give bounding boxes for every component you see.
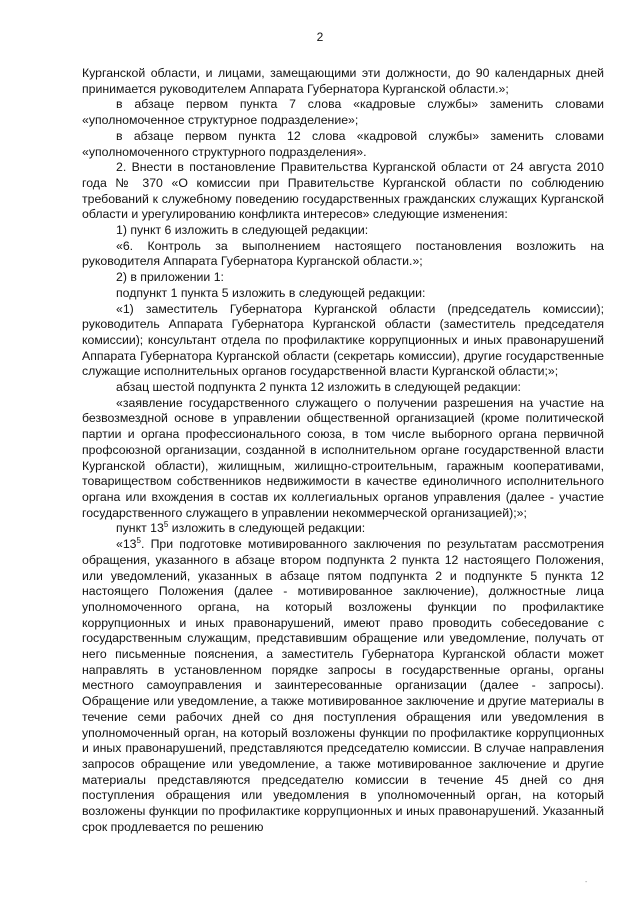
paragraph-point-6-text: «6. Контроль за выполнением настоящего постановления возложить на руководителя Аппарата Губернатора Курганской области.»; xyxy=(82,238,604,269)
clause-text-after: . При подготовке мотивированного заключения по результатам рассмотрения обращения, указанного в абзаце втором подпункта 2 пункта 12 настоящего Положения, или уведомлений, указанных в абзаце пятом подпункта 2 и подпункте 5 пункта 12 настоящего Положения (далее - мотивированное заключение), должностные лица уполномоченного органа, на который возложены функции по профилактике коррупционных и иных правонарушений, имеют право проводить собеседование с государственным служащим, представившим обращение или уведомление, получать от него письменные пояснения, а заместитель Губернатора Курганской области может направлять в установленном порядке запросы в государственные органы, органы местного самоуправления и заинтересованные организации (далее - запросы). Обращение или уведомление, а также мотивированное заключение и другие материалы в течение семи рабочих дней со дня поступления обращения или уведомления в уполномоченный орган, на который возложены функции по профилактике коррупционных и иных правонарушений, представляются председателю комиссии. В случае направления запросов обращение или уведомление, а также мотивированное заключение и другие материалы представляются председателю комиссии в течение 45 дней со дня поступления обращения или уведомления в уполномоченный орган, на который возложены функции по профилактике коррупционных и иных правонарушений. Указанный срок продлевается по решению xyxy=(82,537,604,834)
paragraph-item-2: 2) в приложении 1: xyxy=(116,270,224,285)
clause-header-superscript: 5 xyxy=(163,520,169,530)
paragraph-commission-members: «1) заместитель Губернатора Курганской области (председатель комиссии); руководитель Аппарата Губернатора Курганской области (заместитель председателя комиссии); консультант отдела по профилактике коррупционных и иных правонарушений Аппарата Губернатора Курганской области (секретарь комиссии), другие государственные служащие исполнительных органов государственной власти Курганской области;»; xyxy=(82,301,604,379)
paragraph-subpoint-header: подпункт 1 пункта 5 изложить в следующей редакции: xyxy=(116,285,426,300)
paragraph-continuation: Курганской области, и лицами, замещающими эти должности, до 90 календарных дней принимается руководителем Аппарата Губернатора Курганской области.»; xyxy=(82,66,604,96)
paragraph-clause-13-5-text xyxy=(82,537,604,835)
clause-header-before: пункт 13 xyxy=(116,521,164,536)
document-body xyxy=(82,66,604,835)
paragraph-amend-point-7: в абзаце первом пункта 7 слова «кадровые службы» заменить словами «уполномоченное структурное подразделение»; xyxy=(82,97,604,128)
paragraph-item-1: 1) пункт 6 изложить в следующей редакции: xyxy=(116,223,369,238)
clause-text-superscript: 5 xyxy=(136,536,141,546)
paragraph-section-2: 2. Внести в постановление Правительства Курганской области от 24 августа 2010 года № 370 «О комиссии при Правительстве Курганской области по соблюдению требований к служебному поведению государственных гражданских служащих Курганской области и урегулированию конфликта интересов» следующие изменения: xyxy=(82,160,604,222)
clause-header-after: изложить в следующей редакции: xyxy=(168,521,366,536)
paragraph-amend-point-12: в абзаце первом пункта 12 слова «кадровой службы» заменить словами «уполномоченного структурного подразделения». xyxy=(82,128,604,159)
page-number: 2 xyxy=(316,30,324,44)
clause-text-before: «13 xyxy=(116,537,137,552)
paragraph-clause-13-5-header xyxy=(82,521,604,537)
corner-mark: - xyxy=(585,879,588,886)
paragraph-application-text: «заявление государственного служащего о получении разрешения на участие на безвозмездной основе в управлении общественной организацией (кроме политической партии и органа профессионального союза, в том числе выборного органа первичной профсоюзной организации, созданной в исполнительном органе государственной власти Курганской области), жилищным, жилищно-строительным, гаражным кооперативами, товариществом собственников недвижимости в качестве единоличного исполнительного органа или вхождения в состав их коллегиальных органов управления (далее - участие государственного служащего в управлении некоммерческой организацией);»; xyxy=(82,395,604,520)
paragraph-abzac-header: абзац шестой подпункта 2 пункта 12 изложить в следующей редакции: xyxy=(116,380,521,395)
